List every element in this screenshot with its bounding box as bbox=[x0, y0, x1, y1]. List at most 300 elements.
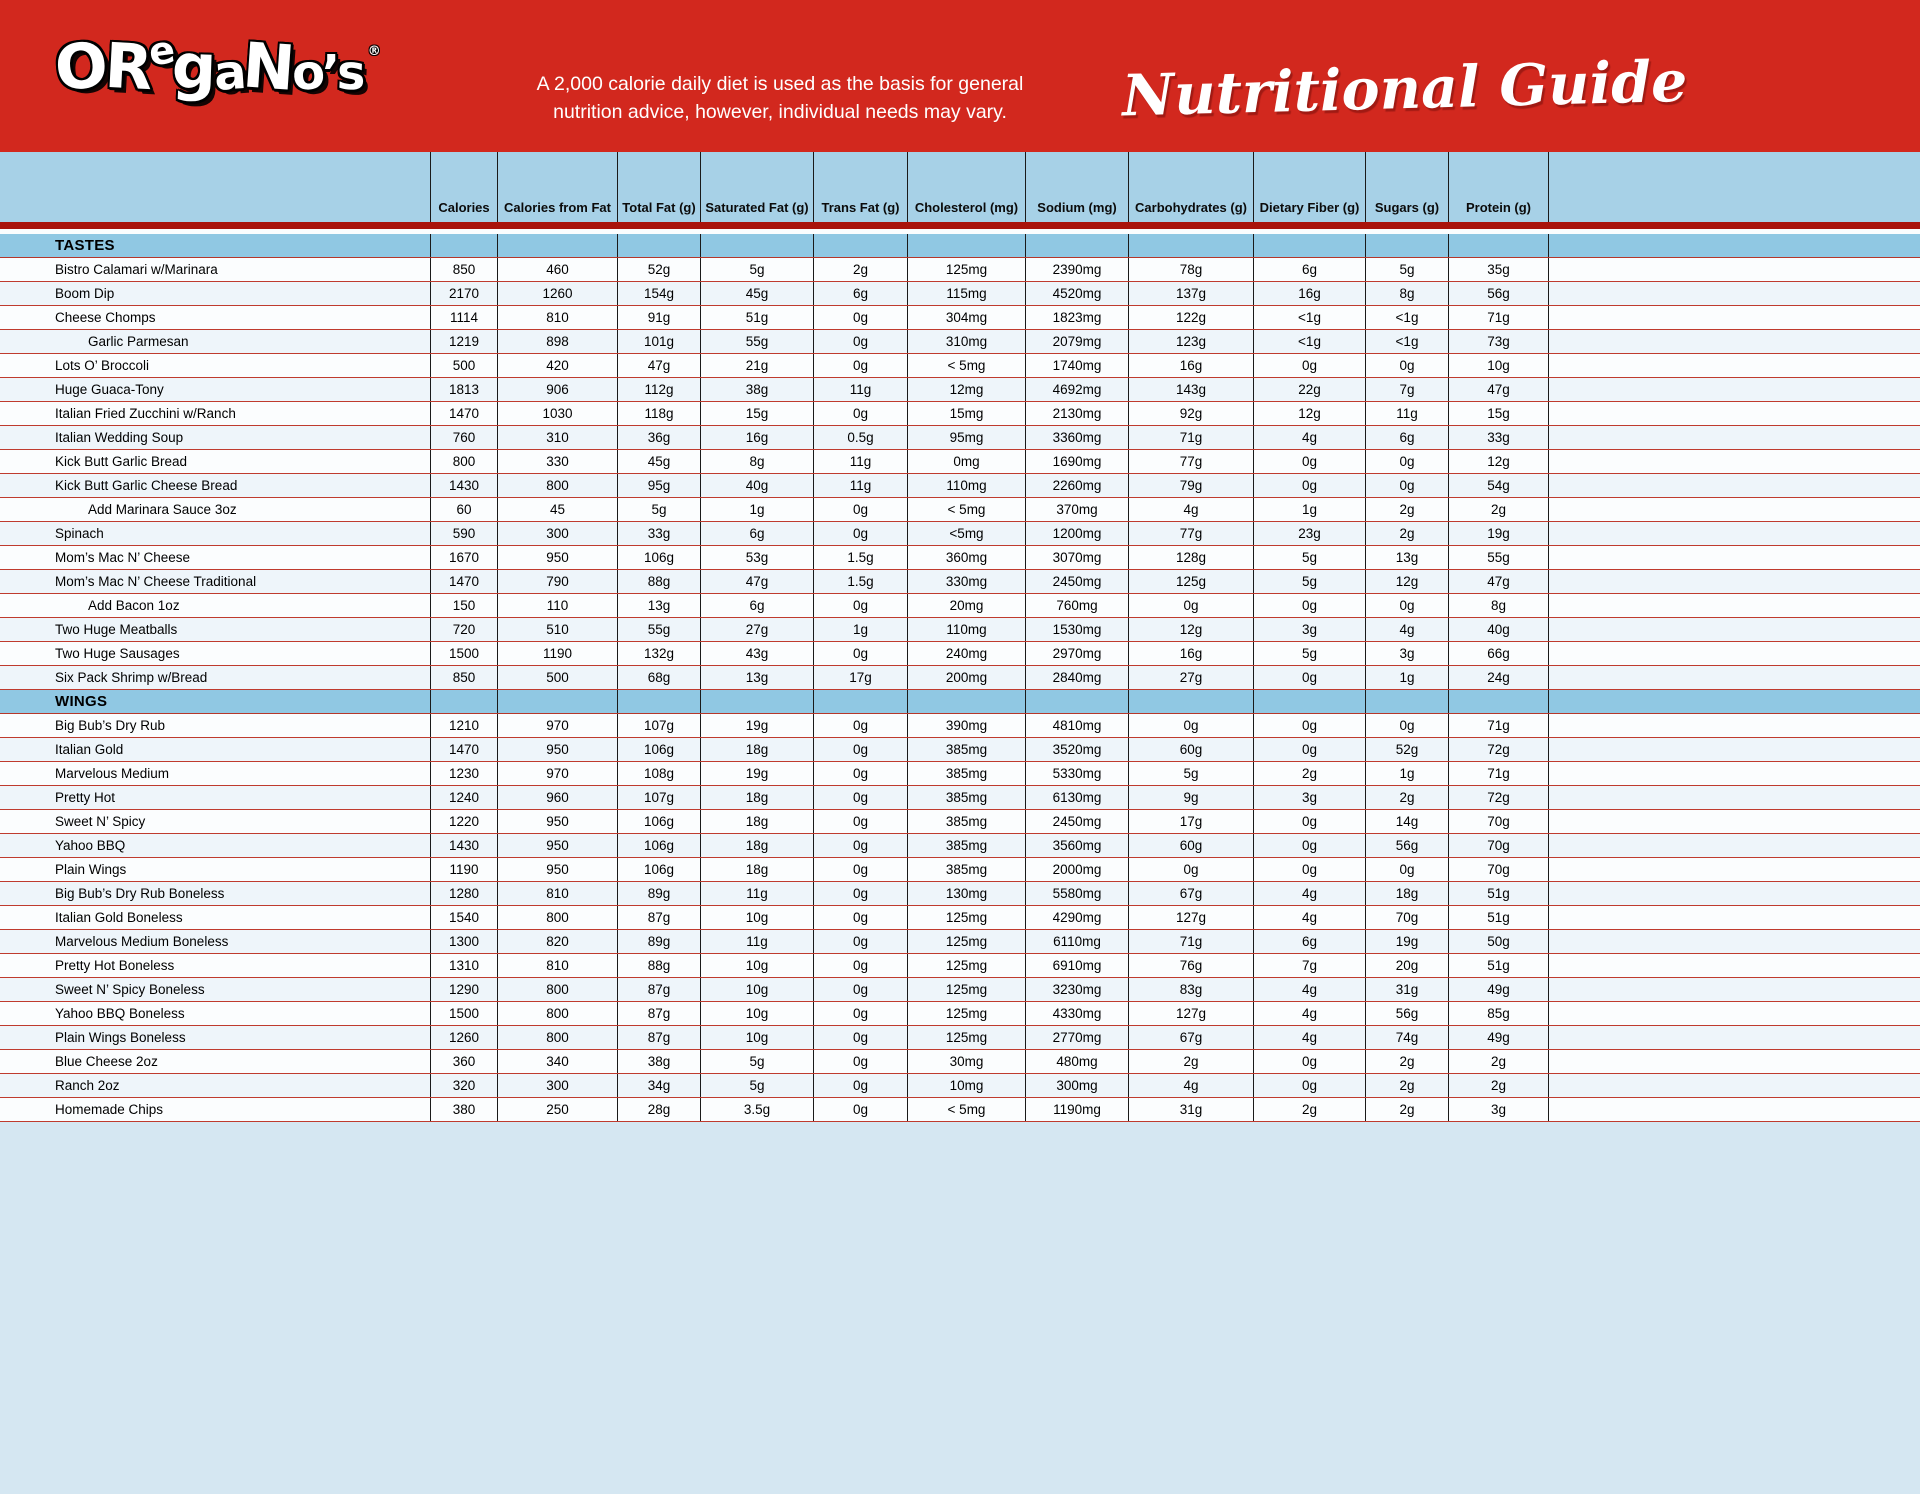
value-cell: 47g bbox=[617, 354, 700, 377]
value-cell: 3070mg bbox=[1025, 546, 1128, 569]
value-cell: 810 bbox=[497, 306, 617, 329]
row-filler bbox=[1548, 1074, 1920, 1097]
value-cell: 143g bbox=[1128, 378, 1253, 401]
item-name: Italian Gold bbox=[55, 742, 124, 757]
value-cell: 1230 bbox=[430, 762, 497, 785]
value-cell: 390mg bbox=[907, 714, 1025, 737]
value-cell: 19g bbox=[1448, 522, 1548, 545]
table-row bbox=[0, 1074, 1920, 1098]
value-cell: 8g bbox=[1365, 282, 1448, 305]
value-cell: 800 bbox=[497, 474, 617, 497]
value-cell: 6g bbox=[813, 282, 907, 305]
table-row bbox=[0, 978, 1920, 1002]
value-cell: 20g bbox=[1365, 954, 1448, 977]
value-cell: <1g bbox=[1253, 306, 1365, 329]
value-cell: 9g bbox=[1128, 786, 1253, 809]
row-filler bbox=[1548, 642, 1920, 665]
column-header: Sodium (mg) bbox=[1025, 152, 1128, 222]
value-cell: 2g bbox=[1448, 498, 1548, 521]
value-cell: 10g bbox=[700, 954, 813, 977]
value-cell: 12g bbox=[1128, 618, 1253, 641]
value-cell: 0g bbox=[813, 354, 907, 377]
value-cell: 3230mg bbox=[1025, 978, 1128, 1001]
value-cell: 14g bbox=[1365, 810, 1448, 833]
column-header-filler bbox=[1548, 152, 1920, 222]
value-cell: <1g bbox=[1365, 330, 1448, 353]
table-row bbox=[0, 426, 1920, 450]
value-cell: 340 bbox=[497, 1050, 617, 1073]
value-cell: 49g bbox=[1448, 1026, 1548, 1049]
table-row bbox=[0, 450, 1920, 474]
item-name: Marvelous Medium bbox=[55, 766, 170, 781]
value-cell: 4g bbox=[1253, 1002, 1365, 1025]
value-cell: 23g bbox=[1253, 522, 1365, 545]
table-row bbox=[0, 570, 1920, 594]
value-cell: 36g bbox=[617, 426, 700, 449]
value-cell: < 5mg bbox=[907, 354, 1025, 377]
value-cell: 55g bbox=[617, 618, 700, 641]
table-row bbox=[0, 930, 1920, 954]
table-row bbox=[0, 954, 1920, 978]
value-cell: 0g bbox=[1253, 1050, 1365, 1073]
value-cell: 0g bbox=[813, 978, 907, 1001]
item-name: Two Huge Meatballs bbox=[55, 622, 178, 637]
value-cell: 2g bbox=[1365, 786, 1448, 809]
value-cell: 0g bbox=[813, 714, 907, 737]
value-cell: 1260 bbox=[497, 282, 617, 305]
value-cell: 51g bbox=[1448, 882, 1548, 905]
row-filler bbox=[1548, 714, 1920, 737]
value-cell: 87g bbox=[617, 978, 700, 1001]
value-cell: 60 bbox=[430, 498, 497, 521]
value-cell: 107g bbox=[617, 714, 700, 737]
value-cell: 18g bbox=[1365, 882, 1448, 905]
value-cell: 0g bbox=[813, 402, 907, 425]
value-cell: 85g bbox=[1448, 1002, 1548, 1025]
table-row bbox=[0, 1026, 1920, 1050]
value-cell: 810 bbox=[497, 882, 617, 905]
value-cell: 125mg bbox=[907, 978, 1025, 1001]
value-cell: 360 bbox=[430, 1050, 497, 1073]
value-cell: 1300 bbox=[430, 930, 497, 953]
row-filler bbox=[1548, 498, 1920, 521]
value-cell: 2260mg bbox=[1025, 474, 1128, 497]
table-row bbox=[0, 738, 1920, 762]
item-name: Italian Wedding Soup bbox=[55, 430, 184, 445]
value-cell: 1280 bbox=[430, 882, 497, 905]
item-name: Kick Butt Garlic Cheese Bread bbox=[55, 478, 238, 493]
value-cell: 92g bbox=[1128, 402, 1253, 425]
logo-letter: N bbox=[240, 28, 295, 105]
value-cell: 5g bbox=[617, 498, 700, 521]
value-cell: 76g bbox=[1128, 954, 1253, 977]
value-cell: 15mg bbox=[907, 402, 1025, 425]
table-row bbox=[0, 1098, 1920, 1122]
row-filler bbox=[1548, 834, 1920, 857]
value-cell: 250 bbox=[497, 1098, 617, 1121]
value-cell: 2g bbox=[813, 258, 907, 281]
item-name: Six Pack Shrimp w/Bread bbox=[55, 670, 208, 685]
value-cell: 2390mg bbox=[1025, 258, 1128, 281]
value-cell: 0g bbox=[813, 594, 907, 617]
value-cell: 800 bbox=[497, 978, 617, 1001]
value-cell: 1g bbox=[813, 618, 907, 641]
value-cell: 18g bbox=[700, 858, 813, 881]
value-cell: 17g bbox=[813, 666, 907, 689]
item-name: Mom’s Mac N’ Cheese bbox=[55, 550, 191, 565]
row-filler bbox=[1548, 1050, 1920, 1073]
item-name: Plain Wings Boneless bbox=[55, 1030, 186, 1045]
value-cell: 0.5g bbox=[813, 426, 907, 449]
row-filler bbox=[1548, 258, 1920, 281]
row-filler bbox=[1548, 522, 1920, 545]
value-cell: 56g bbox=[1448, 282, 1548, 305]
value-cell: 0g bbox=[813, 1002, 907, 1025]
table-row bbox=[0, 714, 1920, 738]
value-cell: 3g bbox=[1253, 786, 1365, 809]
value-cell: 150 bbox=[430, 594, 497, 617]
value-cell: 47g bbox=[1448, 570, 1548, 593]
value-cell: 4520mg bbox=[1025, 282, 1128, 305]
value-cell: 51g bbox=[1448, 906, 1548, 929]
section-header-row bbox=[0, 690, 1920, 714]
value-cell: 19g bbox=[700, 762, 813, 785]
value-cell: 7g bbox=[1365, 378, 1448, 401]
value-cell: 6g bbox=[1253, 258, 1365, 281]
header-divider-bar bbox=[0, 222, 1920, 229]
value-cell: 1114 bbox=[430, 306, 497, 329]
value-cell: 4692mg bbox=[1025, 378, 1128, 401]
value-cell: 89g bbox=[617, 882, 700, 905]
column-header: Trans Fat (g) bbox=[813, 152, 907, 222]
row-filler bbox=[1548, 930, 1920, 953]
value-cell: 45 bbox=[497, 498, 617, 521]
value-cell: 1430 bbox=[430, 834, 497, 857]
value-cell: 38g bbox=[700, 378, 813, 401]
value-cell: 130mg bbox=[907, 882, 1025, 905]
value-cell: 1190 bbox=[497, 642, 617, 665]
value-cell: 950 bbox=[497, 546, 617, 569]
section-empty-cell bbox=[1448, 690, 1548, 713]
logo-letter: e bbox=[146, 27, 176, 75]
item-name: Marvelous Medium Boneless bbox=[55, 934, 229, 949]
value-cell: 385mg bbox=[907, 834, 1025, 857]
value-cell: 19g bbox=[1365, 930, 1448, 953]
value-cell: 970 bbox=[497, 762, 617, 785]
value-cell: 3g bbox=[1365, 642, 1448, 665]
value-cell: <1g bbox=[1365, 306, 1448, 329]
value-cell: <5mg bbox=[907, 522, 1025, 545]
value-cell: 108g bbox=[617, 762, 700, 785]
value-cell: 2g bbox=[1128, 1050, 1253, 1073]
section-empty-cell bbox=[1448, 234, 1548, 257]
value-cell: 1260 bbox=[430, 1026, 497, 1049]
value-cell: 0g bbox=[1365, 354, 1448, 377]
value-cell: 31g bbox=[1128, 1098, 1253, 1121]
item-name: Add Bacon 1oz bbox=[88, 598, 180, 613]
value-cell: 18g bbox=[700, 738, 813, 761]
item-name: Add Marinara Sauce 3oz bbox=[88, 502, 237, 517]
value-cell: 5580mg bbox=[1025, 882, 1128, 905]
column-header-row bbox=[0, 152, 1920, 222]
item-name: Ranch 2oz bbox=[55, 1078, 120, 1093]
value-cell: 0g bbox=[1128, 714, 1253, 737]
value-cell: 970 bbox=[497, 714, 617, 737]
value-cell: 52g bbox=[617, 258, 700, 281]
value-cell: 5g bbox=[700, 1050, 813, 1073]
value-cell: 22g bbox=[1253, 378, 1365, 401]
table-row bbox=[0, 618, 1920, 642]
value-cell: 590 bbox=[430, 522, 497, 545]
table-row bbox=[0, 594, 1920, 618]
value-cell: 1g bbox=[1365, 666, 1448, 689]
value-cell: 11g bbox=[700, 882, 813, 905]
value-cell: 87g bbox=[617, 1026, 700, 1049]
table-row bbox=[0, 762, 1920, 786]
value-cell: 70g bbox=[1448, 834, 1548, 857]
value-cell: 40g bbox=[1448, 618, 1548, 641]
header-banner bbox=[0, 0, 1920, 152]
value-cell: 0g bbox=[813, 1050, 907, 1073]
item-name: Italian Gold Boneless bbox=[55, 910, 183, 925]
value-cell: 4g bbox=[1128, 1074, 1253, 1097]
value-cell: 38g bbox=[617, 1050, 700, 1073]
value-cell: 47g bbox=[1448, 378, 1548, 401]
value-cell: 1470 bbox=[430, 570, 497, 593]
value-cell: 10g bbox=[700, 1026, 813, 1049]
value-cell: 2g bbox=[1365, 1050, 1448, 1073]
value-cell: 67g bbox=[1128, 882, 1253, 905]
logo-letter: g bbox=[170, 29, 215, 104]
table-row bbox=[0, 378, 1920, 402]
value-cell: 1310 bbox=[430, 954, 497, 977]
value-cell: 1g bbox=[700, 498, 813, 521]
column-header: Calories bbox=[430, 152, 497, 222]
value-cell: 950 bbox=[497, 858, 617, 881]
logo-trademark: ® bbox=[367, 44, 381, 60]
value-cell: 1g bbox=[1365, 762, 1448, 785]
value-cell: 87g bbox=[617, 906, 700, 929]
section-empty-cell bbox=[1025, 234, 1128, 257]
item-name: Mom’s Mac N’ Cheese Traditional bbox=[55, 574, 257, 589]
value-cell: 68g bbox=[617, 666, 700, 689]
value-cell: 27g bbox=[1128, 666, 1253, 689]
value-cell: 820 bbox=[497, 930, 617, 953]
column-header: Dietary Fiber (g) bbox=[1253, 152, 1365, 222]
table-row bbox=[0, 1002, 1920, 1026]
value-cell: 0g bbox=[813, 1098, 907, 1121]
row-filler bbox=[1548, 666, 1920, 689]
value-cell: 73g bbox=[1448, 330, 1548, 353]
value-cell: 2840mg bbox=[1025, 666, 1128, 689]
value-cell: 1470 bbox=[430, 738, 497, 761]
value-cell: 11g bbox=[813, 450, 907, 473]
value-cell: 3g bbox=[1253, 618, 1365, 641]
value-cell: 0g bbox=[813, 930, 907, 953]
value-cell: 330 bbox=[497, 450, 617, 473]
value-cell: 3360mg bbox=[1025, 426, 1128, 449]
value-cell: 53g bbox=[700, 546, 813, 569]
value-cell: 13g bbox=[617, 594, 700, 617]
value-cell: 1813 bbox=[430, 378, 497, 401]
logo-letter: R bbox=[102, 28, 152, 105]
item-name: Lots O’ Broccoli bbox=[55, 358, 150, 373]
value-cell: 0g bbox=[1128, 594, 1253, 617]
column-header: Carbohydrates (g) bbox=[1128, 152, 1253, 222]
section-empty-cell bbox=[1365, 690, 1448, 713]
value-cell: 950 bbox=[497, 810, 617, 833]
value-cell: 106g bbox=[617, 858, 700, 881]
row-filler bbox=[1548, 306, 1920, 329]
nutrition-table bbox=[0, 152, 1920, 1122]
value-cell: 123g bbox=[1128, 330, 1253, 353]
section-empty-cell bbox=[497, 234, 617, 257]
item-name: Big Bub’s Dry Rub Boneless bbox=[55, 886, 225, 901]
value-cell: 12g bbox=[1448, 450, 1548, 473]
value-cell: 52g bbox=[1365, 738, 1448, 761]
row-filler bbox=[1548, 858, 1920, 881]
value-cell: 66g bbox=[1448, 642, 1548, 665]
row-filler bbox=[1548, 402, 1920, 425]
row-filler bbox=[1548, 1098, 1920, 1121]
value-cell: 95mg bbox=[907, 426, 1025, 449]
value-cell: 35g bbox=[1448, 258, 1548, 281]
value-cell: 125mg bbox=[907, 1002, 1025, 1025]
value-cell: 6g bbox=[1253, 930, 1365, 953]
value-cell: 20mg bbox=[907, 594, 1025, 617]
value-cell: 2g bbox=[1253, 1098, 1365, 1121]
row-filler bbox=[1548, 282, 1920, 305]
value-cell: 3560mg bbox=[1025, 834, 1128, 857]
value-cell: 125mg bbox=[907, 1026, 1025, 1049]
value-cell: 800 bbox=[497, 906, 617, 929]
value-cell: 15g bbox=[700, 402, 813, 425]
value-cell: 1290 bbox=[430, 978, 497, 1001]
value-cell: 112g bbox=[617, 378, 700, 401]
value-cell: 2g bbox=[1448, 1050, 1548, 1073]
value-cell: 4290mg bbox=[1025, 906, 1128, 929]
value-cell: 240mg bbox=[907, 642, 1025, 665]
value-cell: 0g bbox=[813, 330, 907, 353]
value-cell: 4g bbox=[1365, 618, 1448, 641]
value-cell: 1500 bbox=[430, 1002, 497, 1025]
item-name: Pretty Hot Boneless bbox=[55, 958, 175, 973]
value-cell: 960 bbox=[497, 786, 617, 809]
table-row bbox=[0, 522, 1920, 546]
value-cell: 800 bbox=[497, 1002, 617, 1025]
value-cell: 77g bbox=[1128, 450, 1253, 473]
value-cell: 19g bbox=[700, 714, 813, 737]
value-cell: 800 bbox=[430, 450, 497, 473]
row-filler bbox=[1548, 330, 1920, 353]
value-cell: 5g bbox=[700, 258, 813, 281]
value-cell: 10g bbox=[700, 906, 813, 929]
section-empty-cell bbox=[430, 690, 497, 713]
value-cell: 1690mg bbox=[1025, 450, 1128, 473]
value-cell: 101g bbox=[617, 330, 700, 353]
value-cell: 51g bbox=[1448, 954, 1548, 977]
value-cell: 385mg bbox=[907, 786, 1025, 809]
value-cell: 5g bbox=[1253, 570, 1365, 593]
value-cell: 460 bbox=[497, 258, 617, 281]
value-cell: 200mg bbox=[907, 666, 1025, 689]
value-cell: 2g bbox=[1365, 498, 1448, 521]
value-cell: 0g bbox=[1253, 1074, 1365, 1097]
value-cell: 56g bbox=[1365, 834, 1448, 857]
row-filler bbox=[1548, 1026, 1920, 1049]
value-cell: 106g bbox=[617, 546, 700, 569]
value-cell: 1g bbox=[1253, 498, 1365, 521]
value-cell: 10g bbox=[700, 978, 813, 1001]
value-cell: 15g bbox=[1448, 402, 1548, 425]
value-cell: 6910mg bbox=[1025, 954, 1128, 977]
value-cell: 137g bbox=[1128, 282, 1253, 305]
value-cell: 385mg bbox=[907, 810, 1025, 833]
item-name: Italian Fried Zucchini w/Ranch bbox=[55, 406, 236, 421]
value-cell: 1540 bbox=[430, 906, 497, 929]
table-row bbox=[0, 258, 1920, 282]
value-cell: <1g bbox=[1253, 330, 1365, 353]
column-header: Cholesterol (mg) bbox=[907, 152, 1025, 222]
value-cell: 33g bbox=[617, 522, 700, 545]
value-cell: 13g bbox=[1365, 546, 1448, 569]
value-cell: 898 bbox=[497, 330, 617, 353]
value-cell: 12mg bbox=[907, 378, 1025, 401]
table-row bbox=[0, 546, 1920, 570]
item-name: Two Huge Sausages bbox=[55, 646, 180, 661]
value-cell: 720 bbox=[430, 618, 497, 641]
value-cell: 49g bbox=[1448, 978, 1548, 1001]
value-cell: 2000mg bbox=[1025, 858, 1128, 881]
value-cell: 385mg bbox=[907, 858, 1025, 881]
value-cell: 70g bbox=[1365, 906, 1448, 929]
value-cell: 12g bbox=[1365, 570, 1448, 593]
column-header: Saturated Fat (g) bbox=[700, 152, 813, 222]
value-cell: 4810mg bbox=[1025, 714, 1128, 737]
value-cell: 43g bbox=[700, 642, 813, 665]
section-empty-cell bbox=[617, 690, 700, 713]
value-cell: 0g bbox=[1253, 450, 1365, 473]
value-cell: < 5mg bbox=[907, 1098, 1025, 1121]
value-cell: 115mg bbox=[907, 282, 1025, 305]
value-cell: 2079mg bbox=[1025, 330, 1128, 353]
value-cell: 500 bbox=[497, 666, 617, 689]
item-name: Big Bub’s Dry Rub bbox=[55, 718, 166, 733]
column-header: Sugars (g) bbox=[1365, 152, 1448, 222]
value-cell: 0g bbox=[813, 1074, 907, 1097]
value-cell: 24g bbox=[1448, 666, 1548, 689]
value-cell: 6130mg bbox=[1025, 786, 1128, 809]
value-cell: 2130mg bbox=[1025, 402, 1128, 425]
table-row bbox=[0, 1050, 1920, 1074]
value-cell: 0g bbox=[1365, 594, 1448, 617]
value-cell: 0g bbox=[1253, 858, 1365, 881]
value-cell: 0g bbox=[1253, 714, 1365, 737]
value-cell: 28g bbox=[617, 1098, 700, 1121]
value-cell: 74g bbox=[1365, 1026, 1448, 1049]
value-cell: 0g bbox=[1365, 450, 1448, 473]
value-cell: 110mg bbox=[907, 618, 1025, 641]
item-name: Pretty Hot bbox=[55, 790, 116, 805]
value-cell: 72g bbox=[1448, 786, 1548, 809]
item-name: Sweet N’ Spicy Boneless bbox=[55, 982, 205, 997]
value-cell: 71g bbox=[1448, 714, 1548, 737]
value-cell: 55g bbox=[1448, 546, 1548, 569]
value-cell: 5g bbox=[1128, 762, 1253, 785]
table-row bbox=[0, 498, 1920, 522]
value-cell: 2770mg bbox=[1025, 1026, 1128, 1049]
value-cell: 1823mg bbox=[1025, 306, 1128, 329]
